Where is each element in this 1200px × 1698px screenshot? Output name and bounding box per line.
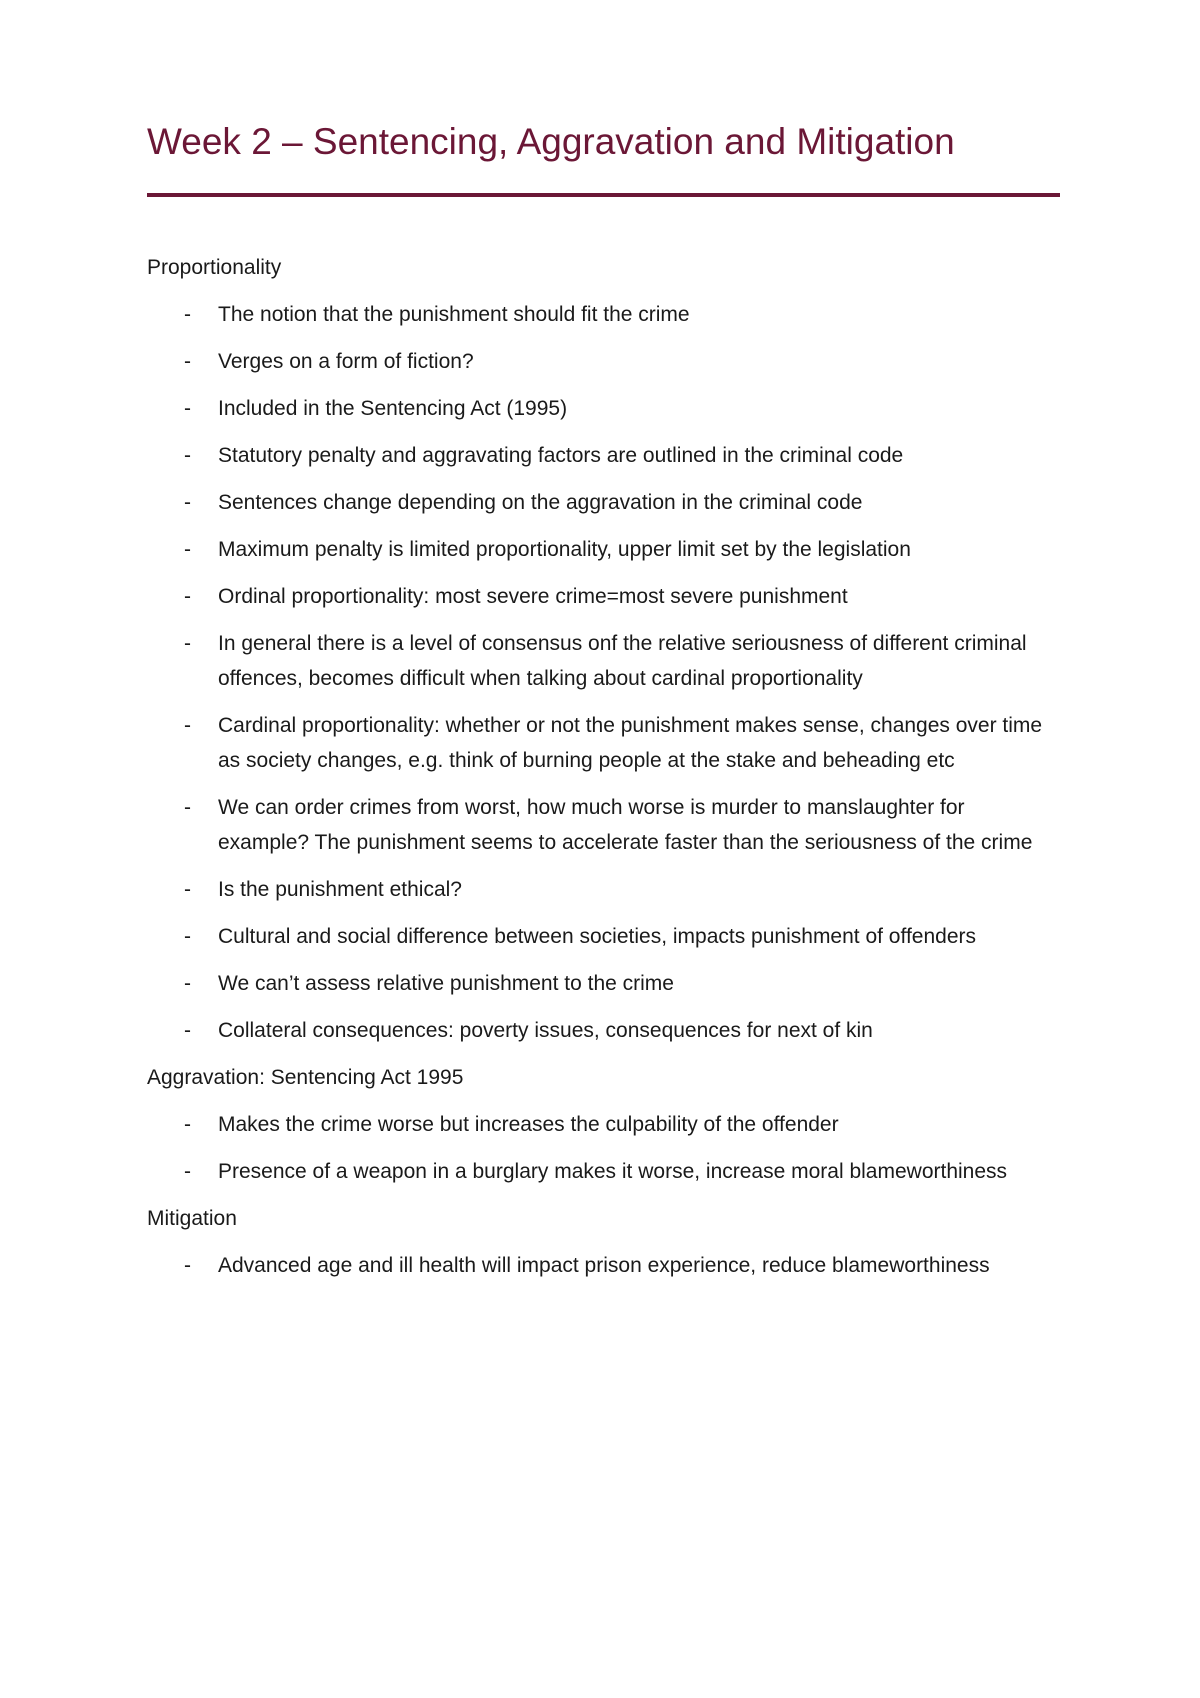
bullet-dash: - [184,878,191,901]
document-body [147,250,1060,1295]
bullet-list-mitigation [147,1248,1060,1283]
list-item-text: Ordinal proportionality: most severe crime=most severe punishment [218,585,848,608]
section-heading-mitigation: Mitigation [147,1207,237,1230]
bullet-dash: - [184,1160,191,1183]
bullet-dash: - [184,714,191,737]
bullet-dash: - [184,585,191,608]
section-heading-aggravation: Aggravation: Sentencing Act 1995 [147,1066,464,1089]
list-item-text: Sentences change depending on the aggravation in the criminal code [218,491,863,514]
list-item [147,1154,1060,1189]
list-item-text: Collateral consequences: poverty issues, consequences for next of kin [218,1019,873,1042]
list-item-text: We can’t assess relative punishment to the crime [218,972,674,995]
bullet-dash: - [184,796,191,819]
list-item-text: Verges on a form of fiction? [218,350,474,373]
list-item [147,626,1060,696]
bullet-dash: - [184,972,191,995]
list-item [147,297,1060,332]
bullet-dash: - [184,491,191,514]
list-item-text: Makes the crime worse but increases the culpability of the offender [218,1113,839,1136]
bullet-dash: - [184,632,191,655]
title-underline [147,193,1060,197]
bullet-dash: - [184,303,191,326]
list-item-text: The notion that the punishment should fit the crime [218,303,690,326]
list-item [147,919,1060,954]
bullet-dash: - [184,350,191,373]
bullet-list-aggravation [147,1107,1060,1189]
bullet-dash: - [184,1254,191,1277]
list-item-text: Cultural and social difference between societies, impacts punishment of offenders [218,925,976,948]
list-item [147,1248,1060,1283]
list-item [147,872,1060,907]
bullet-dash: - [184,538,191,561]
list-item [147,438,1060,473]
list-item-text: Advanced age and ill health will impact prison experience, reduce blameworthiness [218,1254,990,1277]
section-heading-proportionality: Proportionality [147,256,282,279]
list-item-text: Maximum penalty is limited proportionality, upper limit set by the legislation [218,538,911,561]
list-item [147,391,1060,426]
list-item [147,344,1060,379]
list-item-text: In general there is a level of consensus onf the relative seriousness of different criminal offences, becomes difficult when talking about cardinal proportionality [218,632,1027,690]
list-item [147,790,1060,860]
bullet-list-proportionality [147,297,1060,1048]
list-item-text: Is the punishment ethical? [218,878,462,901]
list-item-text: Cardinal proportionality: whether or not the punishment makes sense, changes over time as society changes, e.g. think of burning people at the stake and beheading etc [218,714,1043,772]
list-item [147,579,1060,614]
bullet-dash: - [184,925,191,948]
list-item-text: Statutory penalty and aggravating factors are outlined in the criminal code [218,444,904,467]
list-item-text: We can order crimes from worst, how much worse is murder to manslaughter for example? The punishment seems to accelerate faster than the seriousness of the crime [218,796,1033,854]
list-item [147,966,1060,1001]
bullet-dash: - [184,444,191,467]
list-item-text: Included in the Sentencing Act (1995) [218,397,568,420]
bullet-dash: - [184,1113,191,1136]
list-item [147,1107,1060,1142]
list-item [147,485,1060,520]
list-item [147,708,1060,778]
page-title: Week 2 – Sentencing, Aggravation and Mitigation [147,121,955,162]
list-item [147,1013,1060,1048]
bullet-dash: - [184,397,191,420]
list-item-text: Presence of a weapon in a burglary makes it worse, increase moral blameworthiness [218,1160,1008,1183]
bullet-dash: - [184,1019,191,1042]
list-item [147,532,1060,567]
